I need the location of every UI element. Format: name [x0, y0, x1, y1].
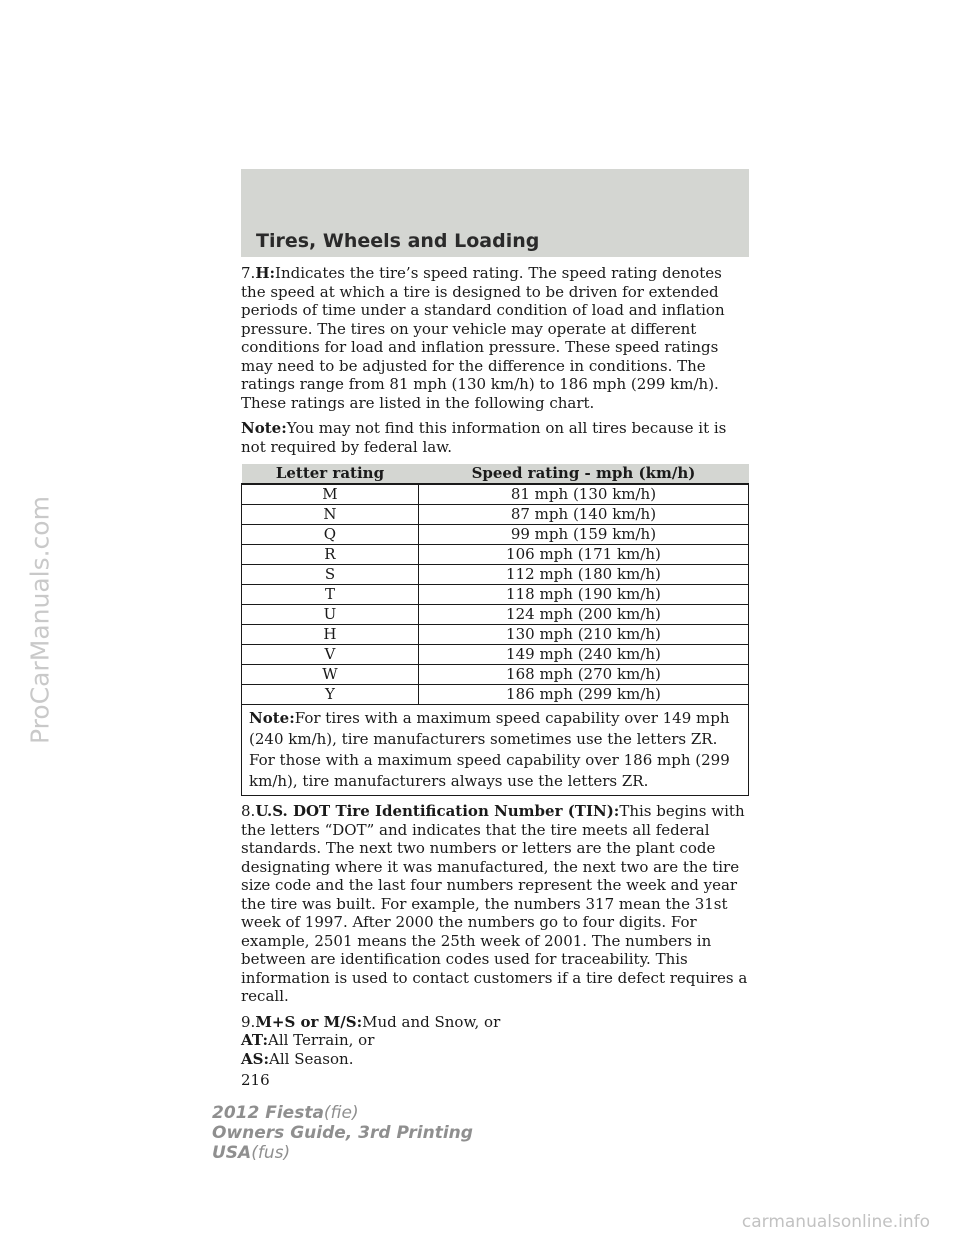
letter-cell: V [242, 645, 419, 665]
table-row [242, 685, 749, 705]
table-row [242, 565, 749, 585]
table-row [242, 605, 749, 625]
item-label: U.S. DOT Tire Identification Number (TIN): [255, 802, 620, 820]
letter-cell: M [242, 484, 419, 505]
footer-line-3 [212, 1143, 473, 1163]
note-paragraph [241, 419, 749, 456]
column-header-letter: Letter rating [242, 464, 419, 484]
item-number: 7. [241, 264, 256, 282]
table-header-row [242, 464, 749, 484]
watermark-text: ProCarManuals.com [25, 496, 55, 744]
speed-cell: 124 mph (200 km/h) [418, 605, 748, 625]
table-row [242, 525, 749, 545]
speed-cell: 168 mph (270 km/h) [418, 665, 748, 685]
speed-cell: 130 mph (210 km/h) [418, 625, 748, 645]
page-number: 216 [241, 1071, 270, 1089]
table-row [242, 545, 749, 565]
letter-cell: W [242, 665, 419, 685]
at-line [241, 1031, 749, 1050]
footer-model-code: (fie) [323, 1103, 359, 1123]
item-label: H: [255, 264, 276, 282]
item-text: This begins with the letters “DOT” and indicates that the tire meets all federal standards. The next two numbers or letters are the plant code designating where it was manufactured, the next two are the tire size code and the last four numbers represent the week and year the tire was built. For example, the numbers 317 mean the 31st week of 1997. After 2000 the numbers go to four digits. For example, 2501 means the 25th week of 2001. The numbers in between are identification codes used for traceability. This information is used to contact customers if a tire defect requires a recall. [241, 802, 748, 1005]
letter-cell: H [242, 625, 419, 645]
item-text: Indicates the tire’s speed rating. The speed rating denotes the speed at which a tire is designed to be driven for extended periods of time under a standard condition of load and inflation pressure. The tires on your vehicle may operate at different conditions for load and inflation pressure. These speed ratings may need to be adjusted for the difference in conditions. The ratings range from 81 mph (130 km/h) to 186 mph (299 km/h). These ratings are listed in the following chart. [241, 264, 725, 412]
as-line [241, 1050, 749, 1069]
site-watermark: carmanualsonline.info [741, 1212, 930, 1232]
letter-cell: N [242, 505, 419, 525]
at-text: All Terrain, or [267, 1031, 375, 1049]
table-note-row [242, 705, 749, 796]
item-9 [241, 1013, 749, 1069]
letter-cell: Y [242, 685, 419, 705]
speed-cell: 81 mph (130 km/h) [418, 484, 748, 505]
letter-cell: S [242, 565, 419, 585]
item-7 [241, 264, 749, 412]
footer-line-1 [212, 1103, 473, 1123]
item-number: 9. [241, 1012, 256, 1031]
footer-line-2: Owners Guide, 3rd Printing [212, 1123, 473, 1143]
item-number: 8. [241, 802, 256, 820]
table-row [242, 505, 749, 525]
table-row [242, 484, 749, 505]
speed-cell: 118 mph (190 km/h) [418, 585, 748, 605]
table-row [242, 645, 749, 665]
letter-cell: R [242, 545, 419, 565]
footer-model: 2012 Fiesta [212, 1103, 324, 1123]
letter-cell: Q [242, 525, 419, 545]
speed-rating-table [241, 464, 749, 796]
footer-market: USA [212, 1143, 252, 1163]
speed-cell: 186 mph (299 km/h) [418, 685, 748, 705]
column-header-speed: Speed rating - mph (km/h) [418, 464, 748, 484]
letter-cell: T [242, 585, 419, 605]
as-label: AS: [241, 1049, 270, 1068]
note-label: Note: [241, 419, 287, 437]
at-label: AT: [241, 1031, 268, 1049]
page-content [241, 264, 749, 1090]
speed-cell: 112 mph (180 km/h) [418, 565, 748, 585]
note-text: You may not find this information on all tires because it is not required by federal law. [241, 419, 727, 456]
footer-market-code: (fus) [251, 1143, 291, 1163]
table-row [242, 665, 749, 685]
item-label: M+S or M/S: [255, 1012, 363, 1031]
speed-cell: 106 mph (171 km/h) [418, 545, 748, 565]
footer [212, 1103, 473, 1163]
item-9-line [241, 1013, 749, 1032]
table-note-label: Note: [249, 709, 295, 727]
as-text: All Season. [269, 1049, 354, 1068]
speed-cell: 149 mph (240 km/h) [418, 645, 748, 665]
speed-cell: 87 mph (140 km/h) [418, 505, 748, 525]
speed-cell: 99 mph (159 km/h) [418, 525, 748, 545]
table-row [242, 585, 749, 605]
letter-cell: U [242, 605, 419, 625]
section-title: Tires, Wheels and Loading [256, 230, 540, 252]
table-note-text: For tires with a maximum speed capability over 149 mph (240 km/h), tire manufacturers sometimes use the letters ZR. For those with a maximum speed capability over 186 mph (299 km/h), tire manufacturers always use the letters ZR. [249, 709, 730, 790]
table-row [242, 625, 749, 645]
side-watermark [0, 0, 56, 1242]
item-text: Mud and Snow, or [362, 1012, 501, 1031]
item-8 [241, 802, 749, 1006]
table-note-cell [242, 705, 749, 796]
